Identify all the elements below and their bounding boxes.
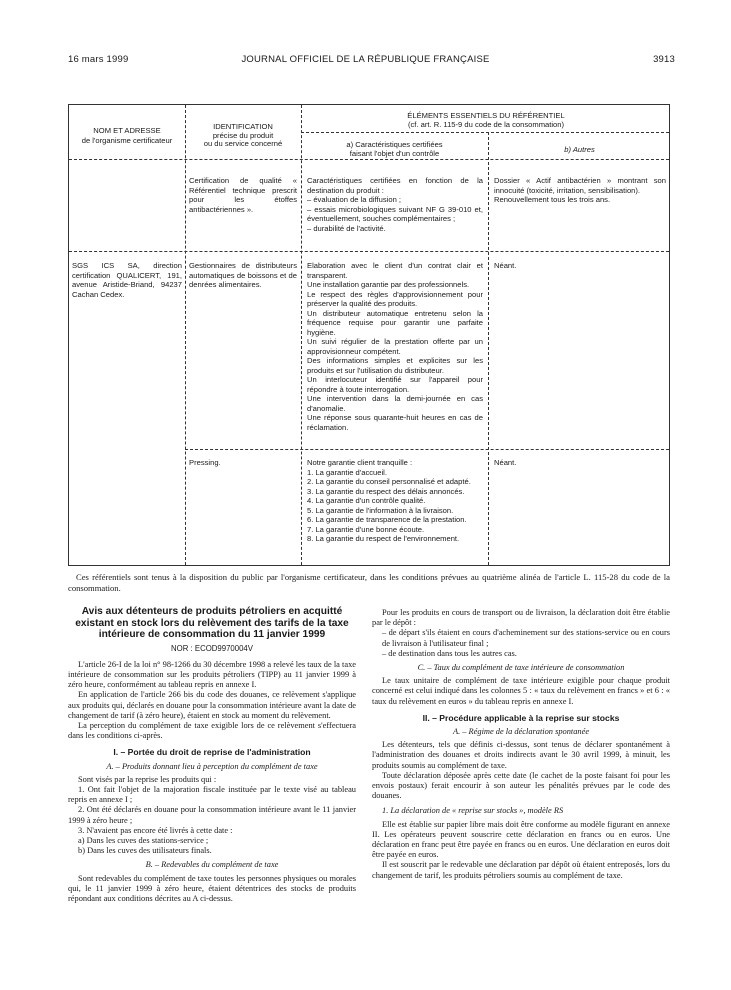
header-b: b) Autres [564,145,595,154]
page-number: 3913 [653,54,675,65]
list-item: – de départ s'ils étaient en cours d'acheminement sur des stations-service ou en cours de livraison à l'utilisateur final ; [382,628,670,648]
row3-a: Notre garantie client tranquille : 1. La garantie d'accueil. 2. La garantie du conseil personnalisé et adapté. 3. La garantie du respect des délais annoncés. 4. La garantie d'un contrôle qualité. 5. La garantie de l'information à la livraison. 6. La garantie de transparence de la prestation. 7. La garantie d'une bonne écoute. 8. La garantie du respect de l'environnement. [307,458,471,543]
table-rule [301,132,669,133]
table-rule [69,251,669,252]
table-rule [69,159,669,160]
table-column-divider [185,105,186,565]
table-column-divider [488,132,489,565]
body-paragraph: Toute déclaration déposée après cette date (le cachet de la poste faisant foi pour les envois postaux) ferait encourir à son auteur les pénalités prévues par le code des douanes. [372,770,670,801]
article-title: Avis aux détenteurs de produits pétroliers en acquitté existant en stock lors du relèvement des tarifs de la taxe intérieure de consommation du 11 janvier 1999 [75,606,349,640]
table-column-divider [301,105,302,565]
body-paragraph: Elle est établie sur papier libre mais doit être conforme au modèle figurant en annexe II. Les opérateurs peuvent souscrire cette déclaration en francs ou en euros. Une déclaration en franc peut être payée en francs ou en euros. Une déclaration en euros doit être payée en euros. [372,819,670,860]
row2-b: Néant. [494,261,517,270]
header-ident: IDENTIFICATION précise du produit ou du service concerné [203,122,283,148]
table-rule [185,449,669,450]
row2-ident: Gestionnaires de distributeurs automatiques de boissons et de denrées alimentaires. [189,261,297,289]
row2-org: SGS ICS SA, direction certification QUALICERT, 191, avenue Aristide-Briand, 94237 Cachan Cedex. [72,261,182,299]
header-date: 16 mars 1999 [68,54,129,65]
list-item: b) Dans les cuves des utilisateurs finals. [78,846,212,856]
body-paragraph: 3. N'avaient pas encore été livrés à cette date : [78,825,233,835]
referentiel-table [68,104,670,566]
intro-paragraph: En application de l'article 266 bis du code des douanes, ce relèvement s'applique aux produits qui, déclarés en douane pour la consommation intérieure avant la date de changement de tarif (à zéro heure), étaient en stock au moment du relèvement. [68,690,356,720]
header-a: a) Caractéristiques certifiées faisant l'objet d'un contrôle [346,140,443,158]
right-column [372,608,670,881]
body-paragraph: Il est souscrit par le redevable une déclaration par dépôt où étaient entreposés, lors du changement de tarif, les produits pétroliers soumis au complément de taxe. [372,860,670,880]
row1-a: Caractéristiques certifiées en fonction de la destination du produit : – évaluation de la diffusion ; – essais microbiologiques suivant NF G 39-010 et, éventuellement, souches complémentaires ; – durabilité de l'activité. [307,176,483,233]
row1-ident: Certification de qualité « Référentiel technique prescrit pour les étoffes antibactériennes ». [189,176,297,214]
section-heading: II. – Procédure applicable à la reprise sur stocks [422,712,620,723]
subsection-heading: C. – Taux du complément de taxe intérieure de consommation [417,663,625,673]
intro-paragraph: La perception du complément de taxe exigible lors de ce relèvement s'effectuera dans les conditions ci-après. [68,720,356,741]
intro-paragraph: L'article 26-I de la loi n° 98-1266 du 30 décembre 1998 a relevé les taux de la taxe intérieure de consommation sur les produits pétroliers (TIPP) au 11 janvier 1999 à zéro heure, conformément au tableau repris en annexe I. [68,659,356,690]
header-org: NOM ET ADRESSE de l'organisme certificateur [81,126,173,145]
body-paragraph: Le taux unitaire de complément de taxe intérieure exigible pour chaque produit concerné est celui indiqué dans les colonnes 5 : « taux du relèvement en francs » et 6 : « taux du relèvement en euros » du tableau repris en annexe I. [372,676,670,706]
table-note: Ces référentiels sont tenus à la disposition du public par l'organisme certificateur, dans les conditions prévues au quatrième alinéa de l'article L. 115-28 du code de la consommation. [68,572,670,593]
body-paragraph: 2. Ont été déclarés en douane pour la consommation intérieure avant le 11 janvier 1999 à zéro heure ; [68,805,356,825]
row3-ident: Pressing. [189,458,221,467]
list-item: – de destination dans tous les autres cas. [382,648,517,658]
body-paragraph: Sont redevables du complément de taxe toutes les personnes physiques ou morales qui, le 11 janvier 1999 à zéro heure, étaient détentrices des stocks de produits répondant aux conditions décrites au A ci-dessus. [68,873,356,903]
header-elements: ÉLÉMENTS ESSENTIELS DU RÉFÉRENTIEL (cf. art. R. 115-9 du code de la consommation) [407,111,565,129]
body-paragraph: Les détenteurs, tels que définis ci-dessus, sont tenus de déclarer spontanément à l'administration des douanes et droits indirects avant le 30 avril 1999, à minuit, les produits soumis au complément de taxe. [372,740,670,770]
left-column [68,606,356,904]
subsection-heading: B. – Redevables du complément de taxe [145,860,279,870]
section-heading: I. – Portée du droit de reprise de l'administration [113,747,311,758]
subsection-heading: 1. La déclaration de « reprise sur stocks », modèle RS [382,806,564,816]
row3-b: Néant. [494,458,517,467]
journal-title: JOURNAL OFFICIEL DE LA RÉPUBLIQUE FRANÇAISE [241,54,490,65]
nor-reference: NOR : ECOD9970004V [171,643,253,653]
row1-b: Dossier « Actif antibactérien » montrant son innocuité (toxicité, irritation, sensibilisation). Renouvellement tous les trois ans. [494,176,666,204]
body-paragraph: Sont visés par la reprise les produits qui : [78,774,217,784]
list-item: a) Dans les cuves des stations-service ; [78,835,209,845]
body-paragraph: 1. Ont fait l'objet de la majoration fiscale instituée par le texte visé au tableau repris en annexe I ; [68,784,356,805]
subsection-heading: A. – Régime de la déclaration spontanée [452,727,590,737]
row2-a: Elaboration avec le client d'un contrat clair et transparent. Une installation garantie par des professionnels. Le respect des règles d'approvisionnement pour préserver la qualité des produits. Un distributeur automatique entretenu selon la fréquence requise pour garantir une parfaite hygiène. Un suivi régulier de la prestation offerte par un approvisionneur compétent. Des informations simples et explicites sur les produits et sur l'utilisation du distributeur. Un interlocuteur identifié sur l'appareil pour répondre à toute interrogation. Une intervention dans la demi-journée en cas d'anomalie. Une réponse sous quarante-huit heures en cas de réclamation. [307,261,483,432]
subsection-heading: A. – Produits donnant lieu à perception du complément de taxe [106,761,318,771]
body-paragraph: Pour les produits en cours de transport ou de livraison, la déclaration doit être établie par le dépôt : [372,608,670,628]
